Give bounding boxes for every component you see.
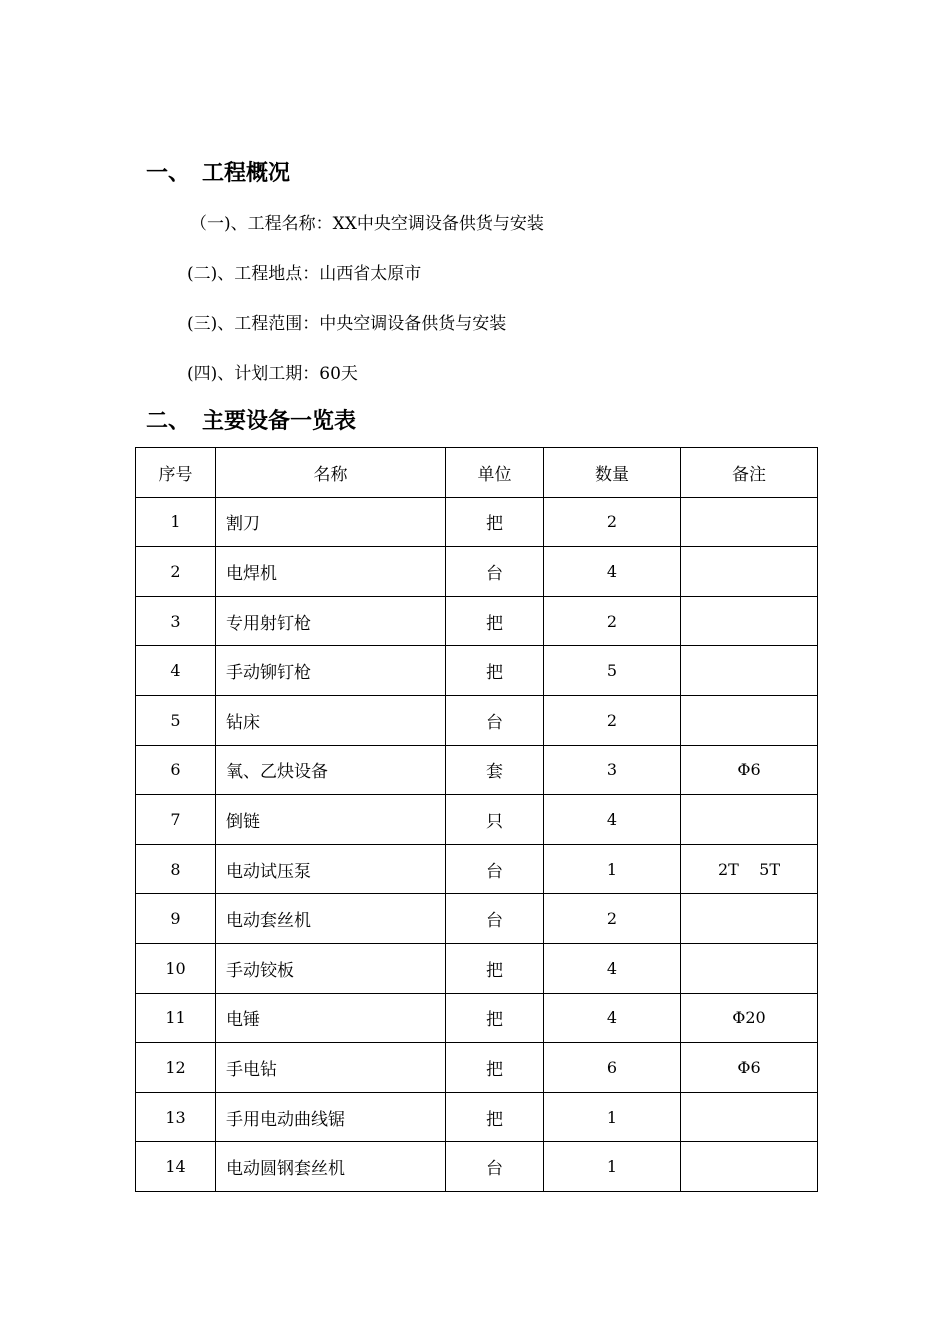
cell-name: 手动铰板 — [216, 943, 446, 993]
cell-quantity: 6 — [544, 1043, 681, 1093]
cell-quantity: 5 — [544, 646, 681, 696]
cell-unit: 台 — [446, 1142, 544, 1192]
cell-remarks — [681, 695, 818, 745]
cell-name: 电焊机 — [216, 547, 446, 597]
table-body — [136, 497, 818, 1191]
cell-remarks — [681, 547, 818, 597]
cell-index: 5 — [136, 695, 216, 745]
header-unit: 单位 — [446, 448, 544, 498]
section-heading-overview — [146, 156, 290, 187]
cell-name: 电锤 — [216, 993, 446, 1043]
table-row — [136, 596, 818, 646]
cell-remarks — [681, 894, 818, 944]
cell-quantity: 1 — [544, 1142, 681, 1192]
cell-name: 电动试压泵 — [216, 844, 446, 894]
cell-quantity: 4 — [544, 943, 681, 993]
cell-unit: 套 — [446, 745, 544, 795]
table-row — [136, 795, 818, 845]
table-row — [136, 745, 818, 795]
section-number: 一、 — [146, 161, 191, 186]
project-scope-line: (三)、工程范围：中央空调设备供货与安装 — [187, 314, 507, 334]
table-row — [136, 497, 818, 547]
cell-name: 割刀 — [216, 497, 446, 547]
cell-index: 1 — [136, 497, 216, 547]
cell-name: 专用射钉枪 — [216, 596, 446, 646]
cell-name: 手用电动曲线锯 — [216, 1092, 446, 1142]
table-row — [136, 547, 818, 597]
section-number: 二、 — [146, 409, 191, 434]
section-heading-equipment — [146, 404, 356, 435]
cell-unit: 把 — [446, 1043, 544, 1093]
cell-remarks — [681, 943, 818, 993]
table-row — [136, 894, 818, 944]
cell-remarks — [681, 1092, 818, 1142]
table-header-row — [136, 448, 818, 498]
cell-name: 电动圆钢套丝机 — [216, 1142, 446, 1192]
table-row — [136, 1043, 818, 1093]
table-row — [136, 993, 818, 1043]
cell-name: 氧、乙炔设备 — [216, 745, 446, 795]
section-title: 工程概况 — [202, 161, 291, 186]
header-remarks: 备注 — [681, 448, 818, 498]
cell-remarks — [681, 596, 818, 646]
cell-remarks — [681, 497, 818, 547]
project-duration-line: (四)、计划工期：60天 — [187, 364, 358, 384]
table-row — [136, 695, 818, 745]
project-name-line: （一)、工程名称：XX中央空调设备供货与安装 — [190, 214, 544, 234]
cell-index: 10 — [136, 943, 216, 993]
cell-unit: 把 — [446, 596, 544, 646]
cell-quantity: 2 — [544, 497, 681, 547]
header-name: 名称 — [216, 448, 446, 498]
cell-quantity: 2 — [544, 894, 681, 944]
cell-quantity: 3 — [544, 745, 681, 795]
table-row — [136, 1142, 818, 1192]
cell-name: 电动套丝机 — [216, 894, 446, 944]
cell-index: 2 — [136, 547, 216, 597]
cell-name: 钻床 — [216, 695, 446, 745]
table-row — [136, 646, 818, 696]
cell-remarks — [681, 1142, 818, 1192]
cell-unit: 把 — [446, 943, 544, 993]
cell-remarks: 2T 5T — [681, 844, 818, 894]
table-row — [136, 844, 818, 894]
cell-index: 3 — [136, 596, 216, 646]
cell-quantity: 4 — [544, 795, 681, 845]
cell-unit: 只 — [446, 795, 544, 845]
table-row — [136, 1092, 818, 1142]
cell-index: 12 — [136, 1043, 216, 1093]
cell-index: 7 — [136, 795, 216, 845]
equipment-table — [135, 447, 818, 1192]
cell-quantity: 2 — [544, 596, 681, 646]
cell-index: 6 — [136, 745, 216, 795]
cell-unit: 把 — [446, 646, 544, 696]
cell-index: 13 — [136, 1092, 216, 1142]
cell-name: 手动铆钉枪 — [216, 646, 446, 696]
cell-unit: 台 — [446, 894, 544, 944]
cell-index: 14 — [136, 1142, 216, 1192]
cell-quantity: 1 — [544, 1092, 681, 1142]
cell-unit: 台 — [446, 547, 544, 597]
cell-unit: 台 — [446, 844, 544, 894]
header-quantity: 数量 — [544, 448, 681, 498]
cell-remarks — [681, 795, 818, 845]
header-index: 序号 — [136, 448, 216, 498]
cell-quantity: 2 — [544, 695, 681, 745]
cell-name: 手电钻 — [216, 1043, 446, 1093]
cell-index: 11 — [136, 993, 216, 1043]
cell-remarks: Φ6 — [681, 1043, 818, 1093]
cell-unit: 把 — [446, 1092, 544, 1142]
cell-index: 9 — [136, 894, 216, 944]
cell-quantity: 4 — [544, 547, 681, 597]
cell-unit: 台 — [446, 695, 544, 745]
section-title: 主要设备一览表 — [202, 409, 357, 434]
cell-index: 4 — [136, 646, 216, 696]
cell-unit: 把 — [446, 497, 544, 547]
table-row — [136, 943, 818, 993]
cell-remarks — [681, 646, 818, 696]
cell-name: 倒链 — [216, 795, 446, 845]
cell-quantity: 4 — [544, 993, 681, 1043]
cell-remarks: Φ20 — [681, 993, 818, 1043]
cell-quantity: 1 — [544, 844, 681, 894]
cell-remarks: Φ6 — [681, 745, 818, 795]
cell-unit: 把 — [446, 993, 544, 1043]
cell-index: 8 — [136, 844, 216, 894]
project-location-line: (二)、工程地点：山西省太原市 — [187, 264, 422, 284]
